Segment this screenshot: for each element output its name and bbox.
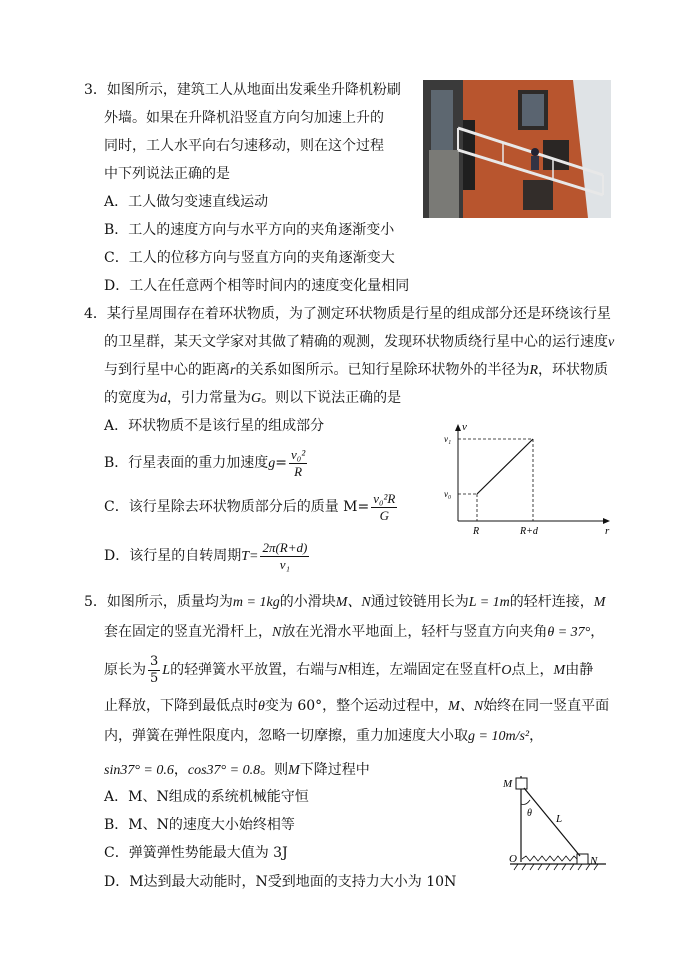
v0-label: v₀ bbox=[444, 489, 452, 499]
q3-line2: 外墙。如果在升降机沿竖直方向匀加速上升的 bbox=[104, 110, 384, 126]
ground-hatch bbox=[514, 864, 598, 870]
q3-line3: 同时，工人水平向右匀速移动，则在这个过程 bbox=[104, 138, 384, 154]
q3-line1: 3．如图所示，建筑工人从地面出发乘坐升降机粉刷 bbox=[84, 82, 401, 98]
v-r-line bbox=[477, 439, 533, 494]
q5-line3: 原长为 $\frac{3}{5}$ L的轻弹簧水平放置，右端与N相连，左端固定在竖直杆O点上，M由静 bbox=[104, 653, 594, 686]
q5-number: 5． bbox=[84, 594, 107, 610]
q4-option-a[interactable]: A．环状物质不是该行星的组成部分 bbox=[104, 418, 325, 434]
v1-label: v₁ bbox=[444, 434, 452, 444]
q4-number: 4． bbox=[84, 306, 107, 322]
q5-line4: 止释放，下降到最低点时θ变为 60°，整个运动过程中，M、N始终在同一竖直平面 bbox=[104, 698, 610, 714]
label-o: O bbox=[509, 853, 517, 865]
q5-option-c[interactable]: C．弹簧弹性势能最大值为 3J bbox=[104, 845, 288, 861]
r-axis-label: r bbox=[605, 525, 610, 537]
label-n: N bbox=[590, 855, 598, 867]
q3-option-c[interactable]: C．工人的位移方向与竖直方向的夹角逐渐变大 bbox=[104, 250, 395, 266]
q5-option-a[interactable]: A．M、N组成的系统机械能守恒 bbox=[104, 789, 309, 805]
fraction: $\frac{3}{5}$ bbox=[150, 653, 159, 686]
q5-line6: sin37° = 0.6，cos37° = 0.8。则M下降过程中 bbox=[104, 762, 370, 778]
q3-option-a[interactable]: A．工人做匀变速直线运动 bbox=[104, 194, 269, 210]
q4-line2: 的卫星群，某天文学家对其做了精确的观测，发现环状物质绕行星中心的运行速度v bbox=[104, 334, 615, 350]
label-theta: θ bbox=[527, 808, 532, 819]
q4-line1: 4．某行星周围存在着环状物质，为了测定环状物质是行星的组成部分还是环绕该行星 bbox=[84, 306, 611, 322]
q3-option-d[interactable]: D．工人在任意两个相等时间内的速度变化量相同 bbox=[104, 278, 410, 294]
spring bbox=[522, 856, 577, 861]
rd-tick-label: R+d bbox=[520, 526, 538, 537]
q4-option-c[interactable]: C．该行星除去环状物质部分后的质量 M= $\frac{\text{v₀²R}}{G}$ bbox=[104, 490, 396, 523]
slider-m-block bbox=[516, 778, 527, 789]
building-photo bbox=[423, 80, 611, 218]
q5-option-d[interactable]: D．M达到最大动能时，N受到地面的支持力大小为 10N bbox=[104, 874, 457, 890]
q3-line4: 中下列说法正确的是 bbox=[104, 166, 230, 182]
v-r-graph bbox=[440, 418, 620, 538]
label-l: L bbox=[556, 813, 563, 825]
slider-rod-figure bbox=[500, 770, 620, 874]
fraction: $\frac{\text{v₀²}}{R}$ bbox=[291, 446, 306, 479]
theta-arc bbox=[521, 800, 530, 805]
r-axis-arrow bbox=[603, 518, 610, 524]
q5-line2: 套在固定的竖直光滑杆上，N放在光滑水平地面上，轻杆与竖直方向夹角θ = 37°， bbox=[104, 624, 605, 640]
fraction: $\frac{\text{v₀²R}}{G}$ bbox=[373, 490, 396, 523]
v-axis-label: v bbox=[462, 421, 467, 433]
q3-option-b[interactable]: B．工人的速度方向与水平方向的夹角逐渐变小 bbox=[104, 222, 395, 238]
v-axis-arrow bbox=[455, 424, 461, 431]
q5-line1: 5．如图所示，质量均为m = 1kg的小滑块M、N通过铰链用长为L = 1m的轻杆连接，M bbox=[84, 594, 606, 610]
fraction: $\frac{2\pi(R+d)}{\text{v₁}}$ bbox=[262, 539, 308, 572]
light-rod bbox=[524, 788, 580, 856]
slider-n-block bbox=[577, 854, 588, 864]
q3-number: 3． bbox=[84, 82, 107, 98]
q4-line4: 的宽度为d，引力常量为G。则以下说法正确的是 bbox=[104, 390, 402, 406]
q4-line3: 与到行星中心的距离r的关系如图所示。已知行星除环状物外的半径为R，环状物质 bbox=[104, 362, 609, 378]
q4-option-b[interactable]: B．行星表面的重力加速度g= $\frac{\text{v₀²}}{R}$ bbox=[104, 446, 306, 479]
label-m: M bbox=[503, 778, 513, 790]
q4-option-d[interactable]: D．该行星的自转周期T= $\frac{2\pi(R+d)}{\text{v₁}}$ bbox=[104, 539, 308, 572]
r-tick-label: R bbox=[473, 526, 480, 537]
q5-line5: 内，弹簧在弹性限度内，忽略一切摩擦，重力加速度大小取g = 10m/s²， bbox=[104, 728, 544, 744]
q5-option-b[interactable]: B．M、N的速度大小始终相等 bbox=[104, 817, 295, 833]
